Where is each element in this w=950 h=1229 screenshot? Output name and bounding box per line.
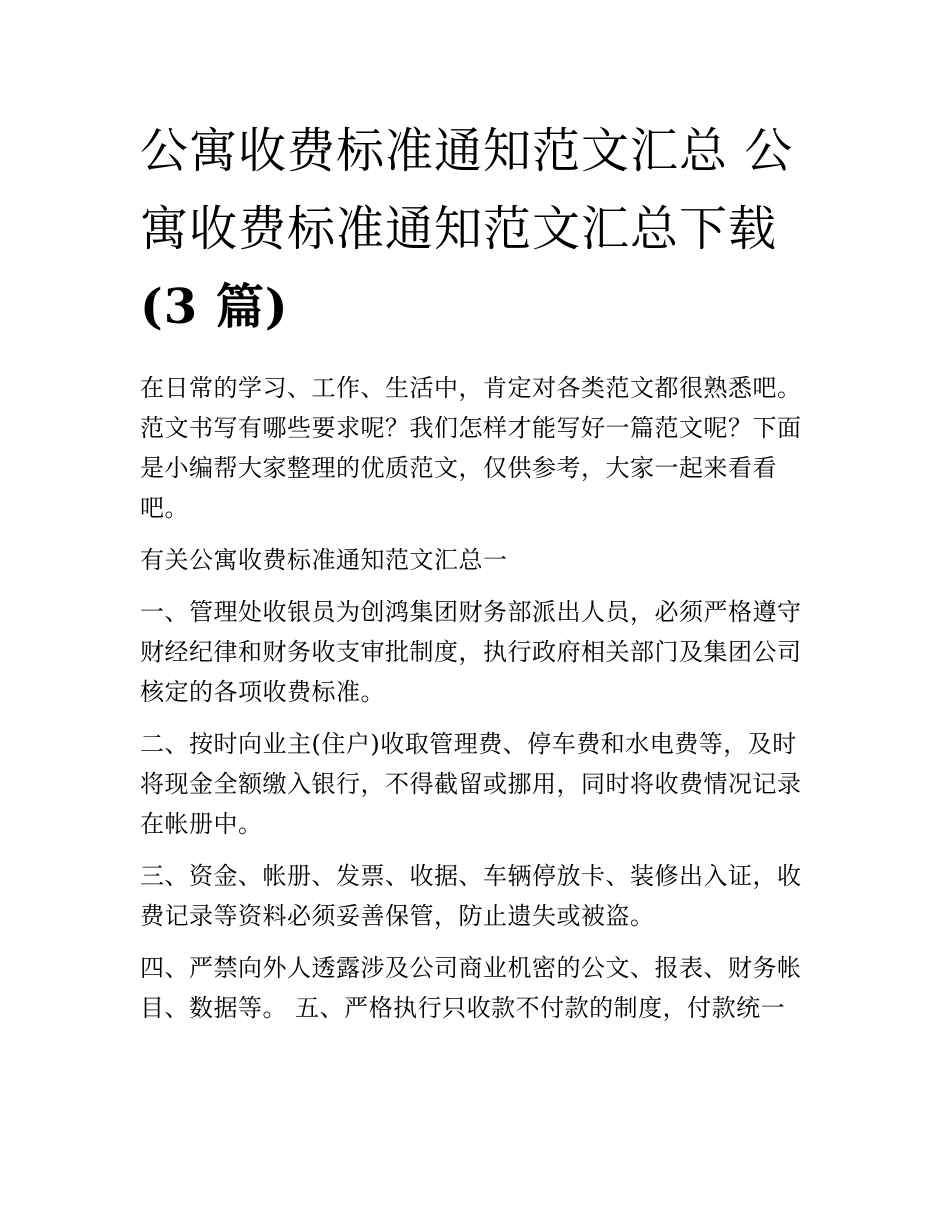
title-count: (3 篇) (140, 279, 289, 335)
document-page (140, 112, 812, 1028)
section-heading: 有关公寓收费标准通知范文汇总一 (140, 546, 508, 574)
body-paragraph-2: 二、按时向业主(住户)收取管理费、停车费和水电费等，及时将现金全额缴入银行，不得截留或挪用，同时将收费情况记录在帐册中。 (140, 730, 802, 838)
document-title (140, 112, 812, 346)
body-paragraph-1: 一、管理处收银员为创鸿集团财务部派出人员，必须严格遵守财经纪律和财务收支审批制度，执行政府相关部门及集团公司核定的各项收费标准。 (140, 598, 802, 706)
body-paragraph-3: 三、资金、帐册、发票、收据、车辆停放卡、装修出入证，收费记录等资料必须妥善保管，防止遗失或被盗。 (140, 862, 802, 930)
title-main-text: 公寓收费标准通知范文汇总 公寓收费标准通知范文汇总下载 (140, 123, 794, 257)
body-paragraph-4: 四、严禁向外人透露涉及公司商业机密的公文、报表、财务帐目、数据等。 五、严格执行只收款不付款的制度，付款统一 (140, 954, 802, 1022)
intro-paragraph: 在日常的学习、工作、生活中，肯定对各类范文都很熟悉吧。范文书写有哪些要求呢？我们怎样才能写好一篇范文呢？下面是小编帮大家整理的优质范文，仅供参考，大家一起来看看吧。 (140, 374, 802, 522)
